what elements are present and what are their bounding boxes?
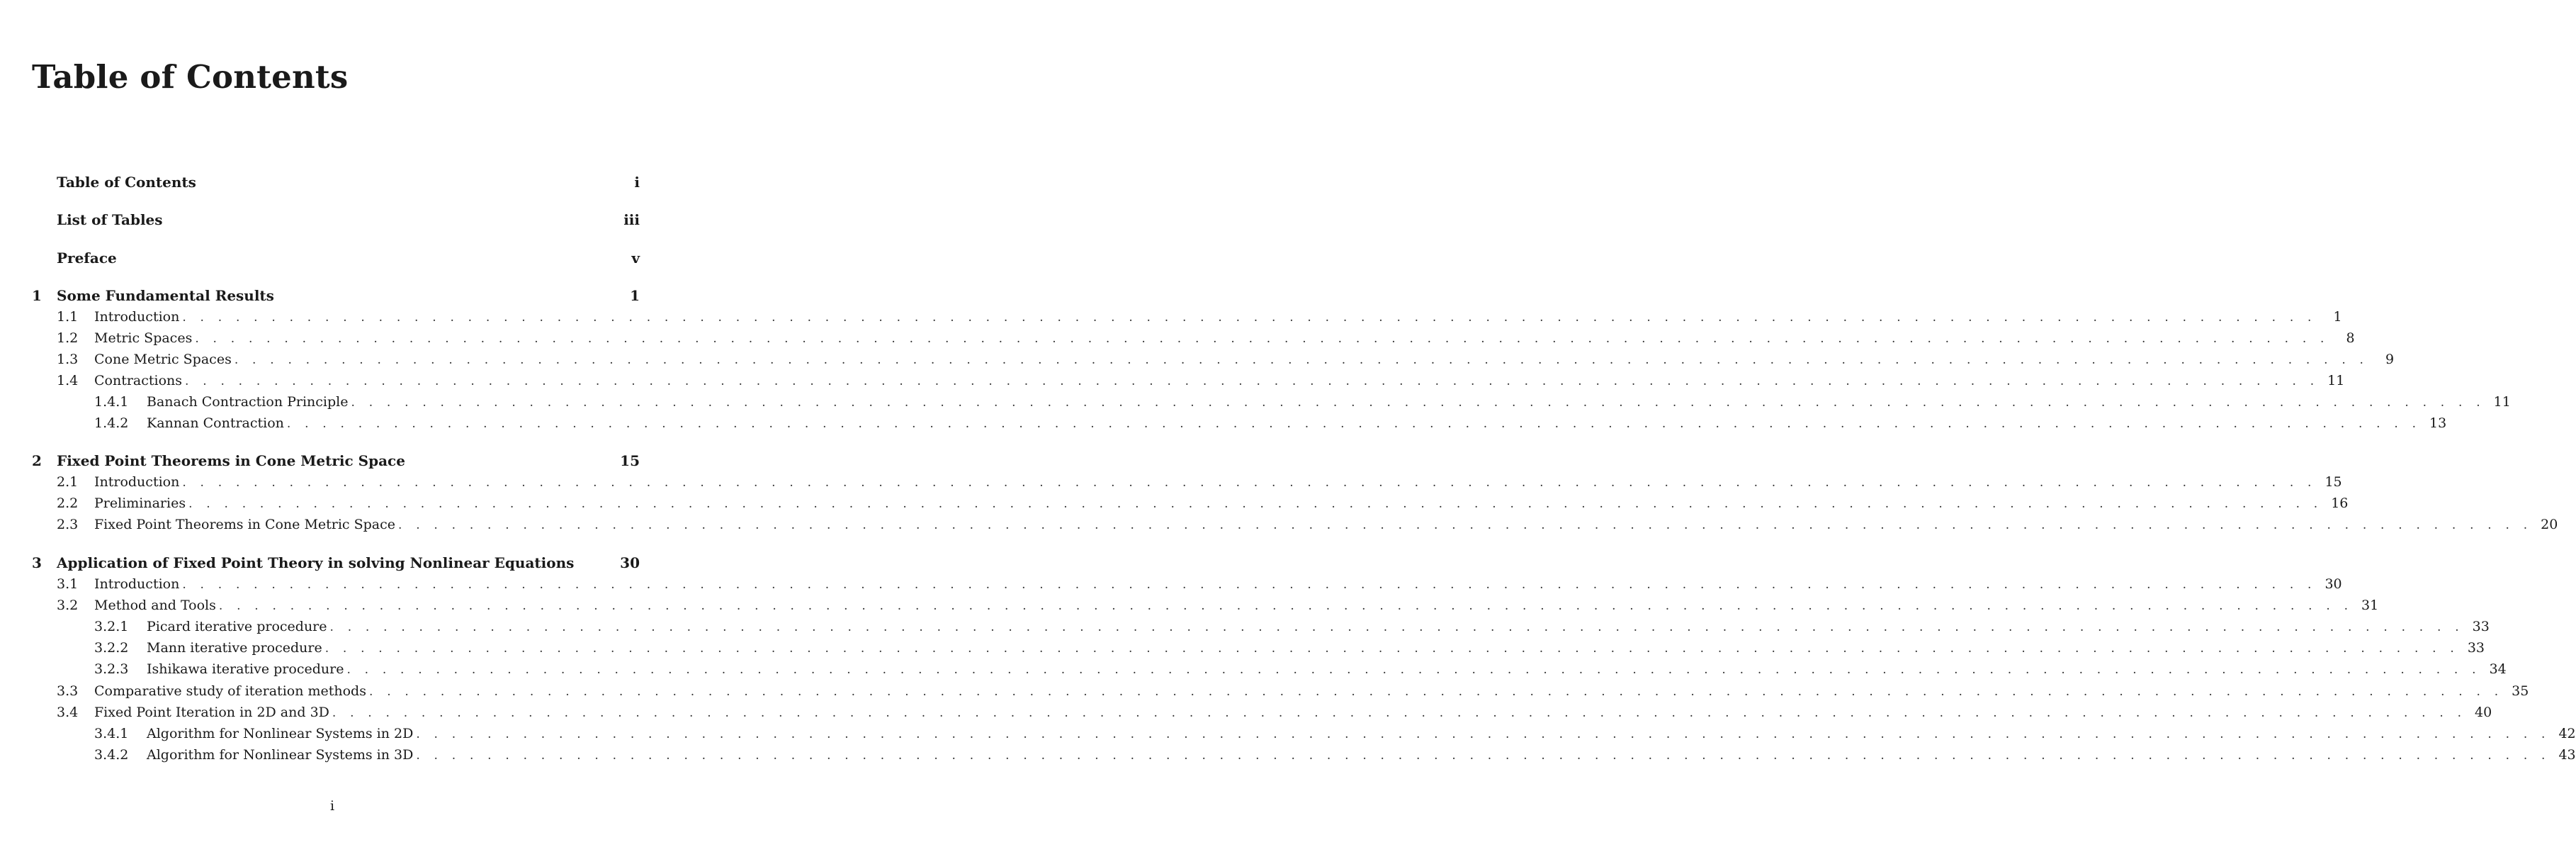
toc-entry-page: 30 — [2324, 576, 2342, 592]
toc-entry-title: Table of Contents — [57, 174, 196, 191]
toc-entry-title: Introduction — [94, 576, 180, 592]
toc-entry-number: 1.2 — [57, 330, 79, 346]
toc-entry-number: 3.2.3 — [94, 661, 129, 677]
toc-entry-page: 15 — [2324, 474, 2342, 490]
toc-entry-title: Kannan Contraction — [147, 415, 284, 431]
toc-entry-page: 16 — [2331, 495, 2349, 511]
toc-entry-title: Mann iterative procedure — [147, 640, 322, 656]
toc-dot-leader: . . . . . . . . . . . . . . . . . . . . . . . . . . . . . . . . . . . . . . . . . . . . . . . . . . . . . . . . . . . . . . . . . . . . . . . . . . . . . . . . . . . . . . . . . . . . . . . . . . . . . . . . . . . . . . . . . . . . . . . . — [286, 417, 2422, 431]
toc-entry[interactable] — [32, 574, 2342, 594]
toc-entry[interactable] — [32, 392, 2511, 412]
toc-entry[interactable] — [32, 493, 2349, 513]
toc-list — [32, 0, 2576, 852]
toc-dot-leader: . . . . . . . . . . . . . . . . . . . . . . . . . . . . . . . . . . . . . . . . . . . . . . . . . . . . . . . . . . . . . . . . . . . . . . . . . . . . . . . . . . . . . . . . . . . . . . . . . . . . . . . . . . . . . . . . . . . . . . . . — [416, 749, 2550, 763]
toc-entry-number: 3.2.1 — [94, 619, 129, 634]
toc-entry-number: 1.4.1 — [94, 394, 129, 410]
toc-entry-page: 20 — [2541, 517, 2558, 532]
toc-dot-leader: . . . . . . . . . . . . . . . . . . . . . . . . . . . . . . . . . . . . . . . . . . . . . . . . . . . . . . . . . . . . . . . . . . . . . . . . . . . . . . . . . . . . . . . . . . . . . . . . . . . . . . . . . . . . . . . . . . . . . . . . — [195, 332, 2329, 346]
toc-entry[interactable] — [32, 515, 2558, 534]
toc-entry-page: 43 — [2558, 747, 2576, 763]
toc-entry-title: Banach Contraction Principle — [147, 394, 349, 410]
toc-entry-title: Fixed Point Theorems in Cone Metric Space — [57, 452, 405, 469]
toc-entry-number: 2 — [32, 452, 42, 469]
toc-entry-number: 2.3 — [57, 517, 79, 532]
toc-entry[interactable] — [32, 248, 640, 268]
toc-dot-leader: . . . . . . . . . . . . . . . . . . . . . . . . . . . . . . . . . . . . . . . . . . . . . . . . . . . . . . . . . . . . . . . . . . . . . . . . . . . . . . . . . . . . . . . . . . . . . . . . . . . . . . . . . . . . . . . . . . . . . . . . — [185, 374, 2320, 388]
toc-dot-leader: . . . . . . . . . . . . . . . . . . . . . . . . . . . . . . . . . . . . . . . . . . . . . . . . . . . . . . . . . . . . . . . . . . . . . . . . . . . . . . . . . . . . . . . . . . . . . . . . . . . . . . . . . . . . . . . . . . . . . . . . — [324, 641, 2459, 656]
toc-entry-page: iii — [623, 211, 640, 228]
toc-entry-page: i — [634, 174, 640, 191]
toc-entry-page: 13 — [2429, 415, 2447, 431]
toc-entry-page: 11 — [2327, 373, 2345, 388]
toc-entry[interactable] — [32, 595, 2379, 615]
toc-entry-number: 3.2.2 — [94, 640, 129, 656]
toc-entry-page: 9 — [2385, 352, 2395, 367]
toc-dot-leader: . . . . . . . . . . . . . . . . . . . . . . . . . . . . . . . . . . . . . . . . . . . . . . . . . . . . . . . . . . . . . . . . . . . . . . . . . . . . . . . . . . . . . . . . . . . . . . . . . . . . . . . . . . . . . . . . . . . . . . . . — [346, 663, 2481, 677]
toc-dot-leader: . . . . . . . . . . . . . . . . . . . . . . . . . . . . . . . . . . . . . . . . . . . . . . . . . . . . . . . . . . . . . . . . . . . . . . . . . . . . . . . . . . . . . . . . . . . . . . . . . . . . . . . . . . . . . . . . . . . . . . . . — [182, 476, 2317, 490]
toc-entry-number: 1.4 — [57, 373, 79, 388]
toc-entry-number: 3.2 — [57, 598, 79, 613]
toc-entry[interactable] — [32, 638, 2485, 658]
toc-dot-leader: . . . . . . . . . . . . . . . . . . . . . . . . . . . . . . . . . . . . . . . . . . . . . . . . . . . . . . . . . . . . . . . . . . . . . . . . . . . . . . . . . . . . . . . . . . . . . . . . . . . . . . . . . . . . . . . . . . . . . . . . — [332, 706, 2467, 720]
toc-entry-title: Picard iterative procedure — [147, 619, 327, 634]
toc-entry-number: 2.2 — [57, 495, 79, 511]
toc-entry-title: List of Tables — [57, 211, 163, 228]
toc-entry-title: Fixed Point Iteration in 2D and 3D — [94, 705, 329, 720]
toc-entry-title: Fixed Point Theorems in Cone Metric Space — [94, 517, 396, 532]
toc-entry-title: Preliminaries — [94, 495, 186, 511]
toc-entry-page: 34 — [2489, 661, 2507, 677]
toc-dot-leader: . . . . . . . . . . . . . . . . . . . . . . . . . . . . . . . . . . . . . . . . . . . . . . . . . . . . . . . . . . . . . . . . . . . . . . . . . . . . . . . . . . . . . . . . . . . . . . . . . . . . . . . . . . . . . . . . . . . . . . . . — [416, 727, 2550, 741]
toc-entry-title: Introduction — [94, 474, 180, 490]
toc-entry[interactable] — [32, 371, 2345, 391]
toc-entry[interactable] — [32, 659, 2507, 679]
toc-entry[interactable] — [32, 702, 2492, 722]
toc-entry[interactable] — [32, 210, 640, 230]
toc-entry-title: Metric Spaces — [94, 330, 193, 346]
toc-entry-page: 1 — [630, 287, 640, 304]
toc-entry-title: Application of Fixed Point Theory in solving Nonlinear Equations — [57, 554, 575, 571]
toc-dot-leader: . . . . . . . . . . . . . . . . . . . . . . . . . . . . . . . . . . . . . . . . . . . . . . . . . . . . . . . . . . . . . . . . . . . . . . . . . . . . . . . . . . . . . . . . . . . . . . . . . . . . . . . . . . . . . . . . . . . . . . . . — [329, 620, 2464, 634]
toc-entry[interactable] — [32, 451, 640, 471]
toc-entry-page: 42 — [2558, 726, 2576, 741]
toc-entry-page: 33 — [2467, 640, 2485, 656]
toc-entry-page: 8 — [2346, 330, 2355, 346]
toc-entry-title: Comparative study of iteration methods — [94, 683, 366, 699]
toc-dot-leader: . . . . . . . . . . . . . . . . . . . . . . . . . . . . . . . . . . . . . . . . . . . . . . . . . . . . . . . . . . . . . . . . . . . . . . . . . . . . . . . . . . . . . . . . . . . . . . . . . . . . . . . . . . . . . . . . . . . . . . . . — [182, 310, 2317, 325]
toc-entry-title: Introduction — [94, 309, 180, 325]
toc-entry-title: Preface — [57, 250, 117, 267]
toc-dot-leader: . . . . . . . . . . . . . . . . . . . . . . . . . . . . . . . . . . . . . . . . . . . . . . . . . . . . . . . . . . . . . . . . . . . . . . . . . . . . . . . . . . . . . . . . . . . . . . . . . . . . . . . . . . . . . . . . . . . . . . . . — [398, 518, 2533, 532]
toc-entry-number: 2.1 — [57, 474, 79, 490]
toc-entry-page: 1 — [2333, 309, 2342, 325]
toc-entry-number: 3 — [32, 554, 42, 571]
toc-entry-number: 3.3 — [57, 683, 79, 699]
toc-entry-number: 3.1 — [57, 576, 79, 592]
toc-entry-title: Cone Metric Spaces — [94, 352, 232, 367]
toc-entry[interactable] — [32, 172, 640, 192]
toc-entry-page: 35 — [2512, 683, 2529, 699]
toc-entry-number: 1.1 — [57, 309, 79, 325]
toc-dot-leader: . . . . . . . . . . . . . . . . . . . . . . . . . . . . . . . . . . . . . . . . . . . . . . . . . . . . . . . . . . . . . . . . . . . . . . . . . . . . . . . . . . . . . . . . . . . . . . . . . . . . . . . . . . . . . . . . . . . . . . . . — [182, 578, 2317, 592]
toc-entry[interactable] — [32, 328, 2355, 348]
toc-entry-page: v — [631, 250, 640, 267]
toc-entry[interactable] — [32, 286, 640, 306]
toc-entry[interactable] — [32, 307, 2342, 327]
page-title: Table of Contents — [32, 58, 349, 96]
toc-entry[interactable] — [32, 724, 2576, 744]
toc-entry-title: Ishikawa iterative procedure — [147, 661, 344, 677]
toc-entry-page: 33 — [2472, 619, 2490, 634]
toc-entry[interactable] — [32, 745, 2576, 765]
toc-dot-leader: . . . . . . . . . . . . . . . . . . . . . . . . . . . . . . . . . . . . . . . . . . . . . . . . . . . . . . . . . . . . . . . . . . . . . . . . . . . . . . . . . . . . . . . . . . . . . . . . . . . . . . . . . . . . . . . . . . . . . . . . — [351, 396, 2485, 410]
toc-entry-page: 30 — [620, 554, 640, 571]
toc-entry-title: Method and Tools — [94, 598, 216, 613]
toc-entry-number: 1.4.2 — [94, 415, 129, 431]
toc-entry-page: 40 — [2475, 705, 2492, 720]
toc-entry[interactable] — [32, 553, 640, 573]
toc-entry[interactable] — [32, 681, 2529, 701]
toc-entry-title: Algorithm for Nonlinear Systems in 2D — [147, 726, 414, 741]
toc-entry-page: 15 — [620, 452, 640, 469]
toc-entry-title: Contractions — [94, 373, 183, 388]
toc-dot-leader: . . . . . . . . . . . . . . . . . . . . . . . . . . . . . . . . . . . . . . . . . . . . . . . . . . . . . . . . . . . . . . . . . . . . . . . . . . . . . . . . . . . . . . . . . . . . . . . . . . . . . . . . . . . . . . . . . . . . . . . . — [218, 599, 2354, 613]
toc-entry[interactable] — [32, 617, 2490, 637]
toc-entry[interactable] — [32, 349, 2395, 369]
toc-entry[interactable] — [32, 472, 2342, 492]
toc-entry-title: Some Fundamental Results — [57, 287, 274, 304]
page-number-footer: i — [329, 798, 335, 814]
toc-entry[interactable] — [32, 413, 2447, 433]
toc-entry-number: 1 — [32, 287, 42, 304]
toc-dot-leader: . . . . . . . . . . . . . . . . . . . . . . . . . . . . . . . . . . . . . . . . . . . . . . . . . . . . . . . . . . . . . . . . . . . . . . . . . . . . . . . . . . . . . . . . . . . . . . . . . . . . . . . . . . . . . . . . . . . . . . . . — [188, 497, 2323, 511]
toc-entry-title: Algorithm for Nonlinear Systems in 3D — [147, 747, 414, 763]
toc-entry-number: 3.4.2 — [94, 747, 129, 763]
toc-entry-number: 3.4.1 — [94, 726, 129, 741]
toc-entry-page: 11 — [2493, 394, 2511, 410]
toc-dot-leader: . . . . . . . . . . . . . . . . . . . . . . . . . . . . . . . . . . . . . . . . . . . . . . . . . . . . . . . . . . . . . . . . . . . . . . . . . . . . . . . . . . . . . . . . . . . . . . . . . . . . . . . . . . . . . . . . . . . . . . . . — [234, 353, 2369, 367]
toc-entry-number: 3.4 — [57, 705, 79, 720]
toc-dot-leader: . . . . . . . . . . . . . . . . . . . . . . . . . . . . . . . . . . . . . . . . . . . . . . . . . . . . . . . . . . . . . . . . . . . . . . . . . . . . . . . . . . . . . . . . . . . . . . . . . . . . . . . . . . . . . . . . . . . . . . . . — [368, 685, 2504, 699]
toc-entry-page: 31 — [2361, 598, 2379, 613]
toc-entry-number: 1.3 — [57, 352, 79, 367]
